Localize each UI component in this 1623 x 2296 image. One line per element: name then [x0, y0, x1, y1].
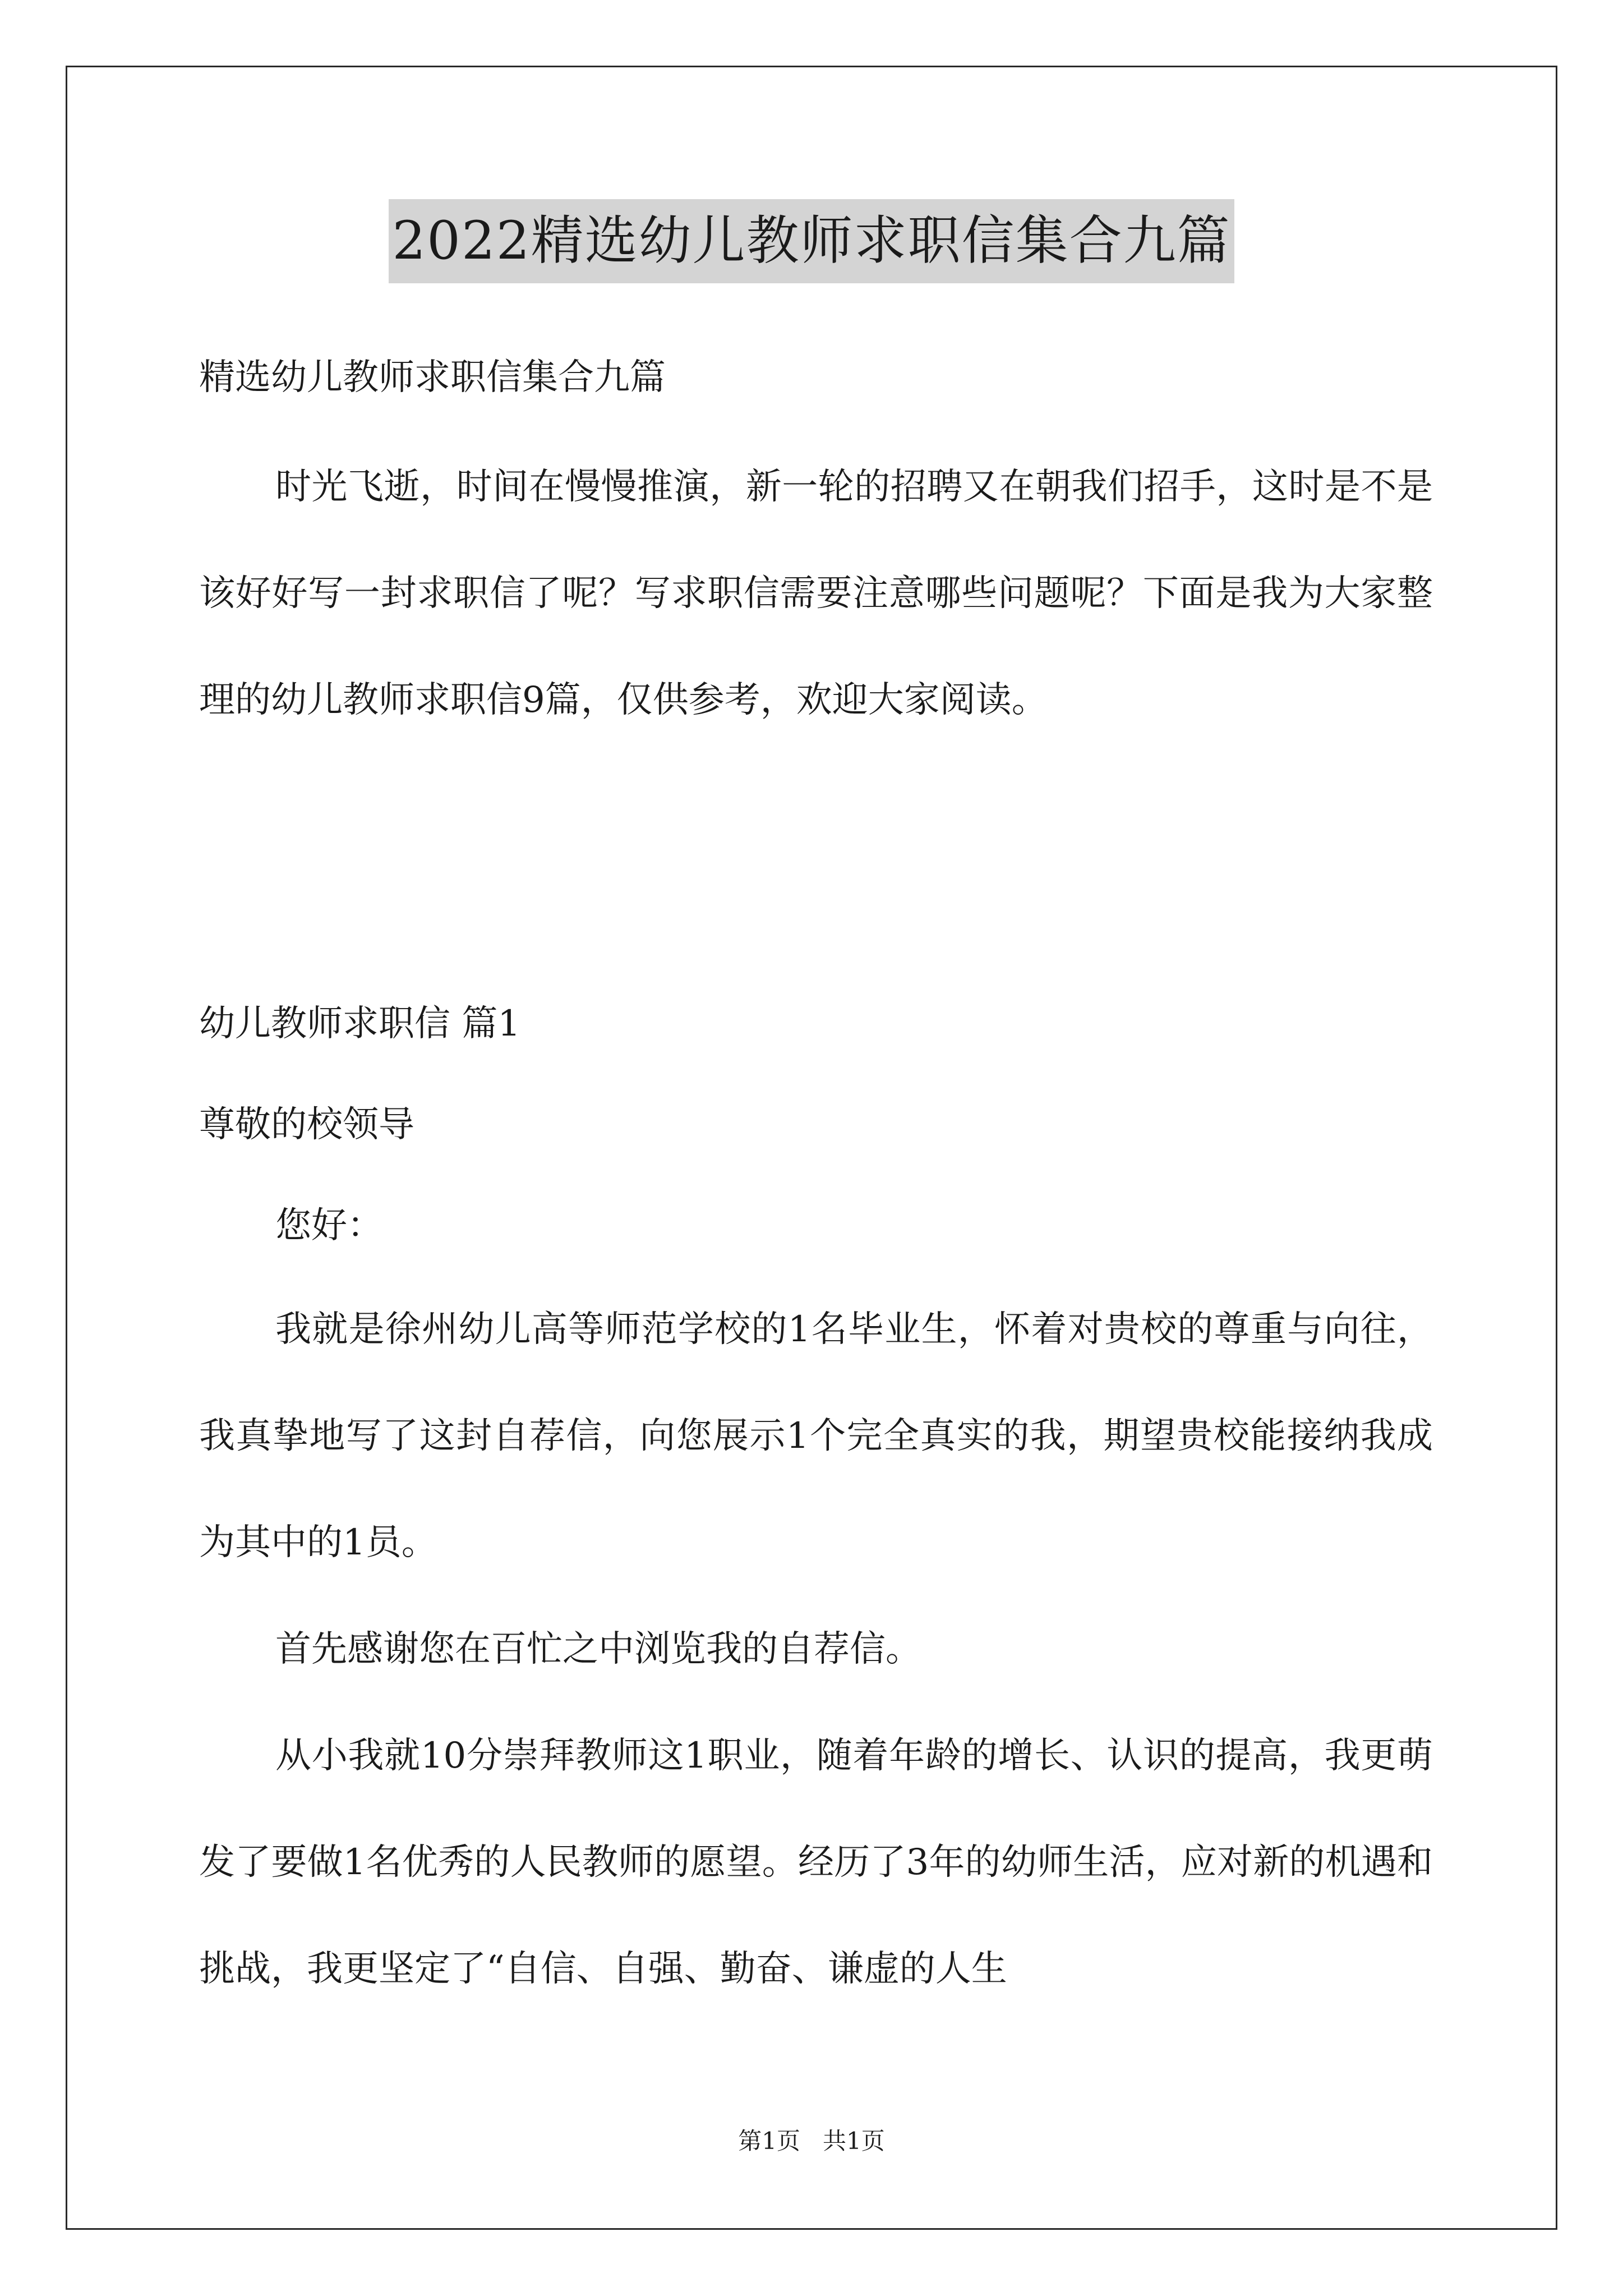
document-subtitle: 精选幼儿教师求职信集合九篇: [199, 357, 666, 398]
document-title: [0, 199, 1623, 283]
greeting: 您好：: [275, 1205, 383, 1246]
document-title-text: 2022精选幼儿教师求职信集合九篇: [389, 199, 1234, 283]
body-paragraph: 从小我就10分崇拜教师这1职业，随着年龄的增长、认识的提高，我更萌发了要做1名优秀的人民教师的愿望。经历了3年的幼师生活，应对新的机遇和挑战，我更坚定了“自信、自强、勤奋、谦虚的人生: [199, 1735, 1433, 1990]
body-paragraph: 我就是徐州幼儿高等师范学校的1名毕业生，怀着对贵校的尊重与向往，我真挚地写了这封自荐信，向您展示1个完全真实的我，期望贵校能接纳我成为其中的1员。: [199, 1309, 1433, 1563]
page-footer: 第1页 共1页: [738, 2127, 885, 2155]
intro-paragraph: 时光飞逝，时间在慢慢推演，新一轮的招聘又在朝我们招手，这时是不是该好好写一封求职信了呢？写求职信需要注意哪些问题呢？下面是我为大家整理的幼儿教师求职信9篇，仅供参考，欢迎大家阅读。: [199, 466, 1433, 721]
section-heading: 幼儿教师求职信 篇1: [199, 1003, 521, 1045]
body-paragraph: 首先感谢您在百忙之中浏览我的自荐信。: [275, 1628, 921, 1670]
salutation: 尊敬的校领导: [199, 1104, 414, 1145]
